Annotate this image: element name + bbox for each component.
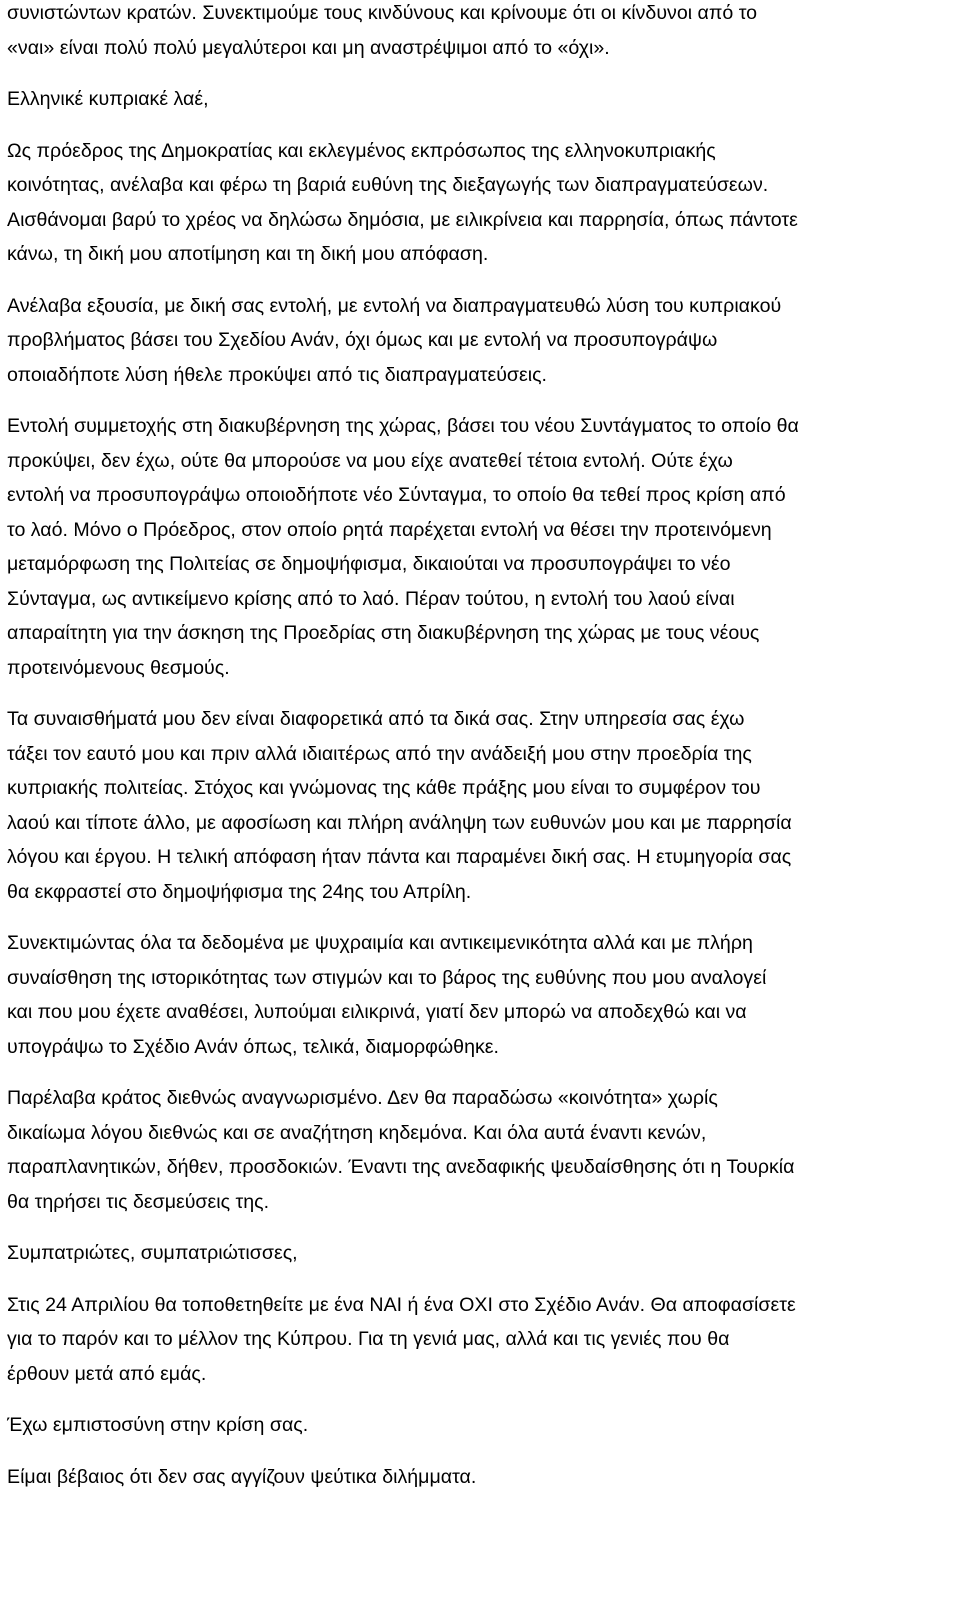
- text-line: Σύνταγμα, ως αντικείμενο κρίσης από το λαό. Πέραν τούτου, η εντολή του λαού είναι: [7, 587, 735, 610]
- text-line: θα τηρήσει τις δεσμεύσεις της.: [7, 1190, 270, 1213]
- text-line: Συμπατριώτες, συμπατριώτισσες,: [7, 1242, 298, 1264]
- paragraph-feelings: [7, 702, 957, 909]
- paragraph-constitution: [7, 409, 957, 685]
- text-line: Παρέλαβα κράτος διεθνώς αναγνωρισμένο. Δεν θα παραδώσω «κοινότητα» χωρίς: [7, 1087, 718, 1109]
- text-line: Είμαι βέβαιος ότι δεν σας αγγίζουν ψεύτικα διλήμματα.: [7, 1465, 477, 1488]
- text-line: Ως πρόεδρος της Δημοκρατίας και εκλεγμένος εκπρόσωπος της ελληνοκυπριακής: [7, 139, 716, 162]
- text-line: Τα συναισθήματά μου δεν είναι διαφορετικά από τα δικά σας. Στην υπηρεσία σας έχω: [7, 708, 745, 730]
- text-line: Στις 24 Απριλίου θα τοποθετηθείτε με ένα ΝΑΙ ή ένα ΟΧΙ στο Σχέδιο Ανάν. Θα αποφασίσετε: [7, 1293, 796, 1316]
- paragraph-trust: [7, 1408, 957, 1443]
- text-line: για το παρόν και το μέλλον της Κύπρου. Για τη γενιά μας, αλλά και τις γενιές που θα: [7, 1328, 730, 1350]
- text-line: Εντολή συμμετοχής στη διακυβέρνηση της χώρας, βάσει του νέου Συντάγματος το οποίο θα: [7, 415, 799, 437]
- text-line: έρθουν μετά από εμάς.: [7, 1362, 207, 1385]
- text-line: «ναι» είναι πολύ πολύ μεγαλύτεροι και μη αναστρέψιμοι από το «όχι».: [7, 36, 610, 59]
- text-line: Έχω εμπιστοσύνη στην κρίση σας.: [7, 1414, 309, 1436]
- paragraph-referendum: [7, 1288, 957, 1392]
- text-line: λαού και τίποτε άλλο, με αφοσίωση και πλήρη ανάληψη των ευθυνών μου και με παρρησία: [7, 811, 792, 834]
- text-line: κοινότητας, ανέλαβα και φέρω τη βαριά ευθύνη της διεξαγωγής των διαπραγματεύσεων.: [7, 174, 769, 196]
- body-text: [7, 0, 957, 1494]
- text-line: συνιστώντων κρατών. Συνεκτιμούμε τους κινδύνους και κρίνουμε ότι οι κίνδυνοι από το: [7, 2, 758, 24]
- paragraph-certain: [7, 1460, 957, 1495]
- text-line: προβλήματος βάσει του Σχεδίου Ανάν, όχι όμως και με εντολή να προσυπογράψω: [7, 329, 718, 351]
- text-line: κάνω, τη δική μου αποτίμηση και τη δική μου απόφαση.: [7, 243, 489, 265]
- text-line: εντολή να προσυπογράψω οποιοδήποτε νέο Σύνταγμα, το οποίο θα τεθεί προς κρίση από: [7, 484, 786, 506]
- text-line: υπογράψω το Σχέδιο Ανάν όπως, τελικά, διαμορφώθηκε.: [7, 1035, 499, 1058]
- text-line: Αισθάνομαι βαρύ το χρέος να δηλώσω δημόσια, με ειλικρίνεια και παρρησία, όπως πάντοτε: [7, 208, 798, 231]
- text-line: προτεινόμενους θεσμούς.: [7, 656, 230, 679]
- text-line: κυπριακής πολιτείας. Στόχος και γνώμονας της κάθε πράξης μου είναι το συμφέρον του: [7, 777, 761, 799]
- text-line: λόγου και έργου. Η τελική απόφαση ήταν πάντα και παραμένει δική σας. Η ετυμηγορία σας: [7, 846, 792, 868]
- text-line: τάξει τον εαυτό μου και πριν αλλά ιδιαιτέρως από την ανάδειξή μου στην προεδρία της: [7, 742, 752, 765]
- paragraph-president: [7, 134, 957, 272]
- paragraph-assessment: [7, 926, 957, 1064]
- text-line: προκύψει, δεν έχω, ούτε θα μπορούσε να μου είχε ανατεθεί τέτοια εντολή. Ούτε έχω: [7, 449, 733, 472]
- text-line: παραπλανητικών, δήθεν, προσδοκιών. Έναντι της ανεδαφικής ψευδαίσθησης ότι η Τουρκία: [7, 1156, 795, 1178]
- text-line: το λαό. Μόνο ο Πρόεδρος, στον οποίο ρητά παρέχεται εντολή να θέσει την προτεινόμενη: [7, 518, 772, 541]
- text-line: και που μου έχετε αναθέσει, λυπούμαι ειλικρινά, γιατί δεν μπορώ να αποδεχθώ και να: [7, 1001, 747, 1023]
- paragraph-salutation: [7, 82, 957, 117]
- text-line: συναίσθηση της ιστορικότητας των στιγμών και το βάρος της ευθύνης που μου αναλογεί: [7, 966, 767, 989]
- paragraph-intro-tail: [7, 0, 957, 65]
- text-line: απαραίτητη για την άσκηση της Προεδρίας στη διακυβέρνηση της χώρας με τους νέους: [7, 622, 760, 644]
- text-line: Ανέλαβα εξουσία, με δική σας εντολή, με εντολή να διαπραγματευθώ λύση του κυπριακού: [7, 294, 782, 317]
- text-line: θα εκφραστεί στο δημοψήφισμα της 24ης του Απρίλη.: [7, 880, 472, 903]
- text-line: Ελληνικέ κυπριακέ λαέ,: [7, 88, 209, 110]
- paragraph-mandate: [7, 289, 957, 393]
- paragraph-state: [7, 1081, 957, 1219]
- text-line: μεταμόρφωση της Πολιτείας σε δημοψήφισμα, δικαιούται να προσυπογράψει το νέο: [7, 553, 731, 575]
- text-line: οποιαδήποτε λύση ήθελε προκύψει από τις διαπραγματεύσεις.: [7, 363, 547, 386]
- text-line: Συνεκτιμώντας όλα τα δεδομένα με ψυχραιμία και αντικειμενικότητα αλλά και με πλήρη: [7, 932, 753, 954]
- text-line: δικαίωμα λόγου διεθνώς και σε αναζήτηση κηδεμόνα. Και όλα αυτά έναντι κενών,: [7, 1121, 707, 1144]
- paragraph-compatriots: [7, 1236, 957, 1271]
